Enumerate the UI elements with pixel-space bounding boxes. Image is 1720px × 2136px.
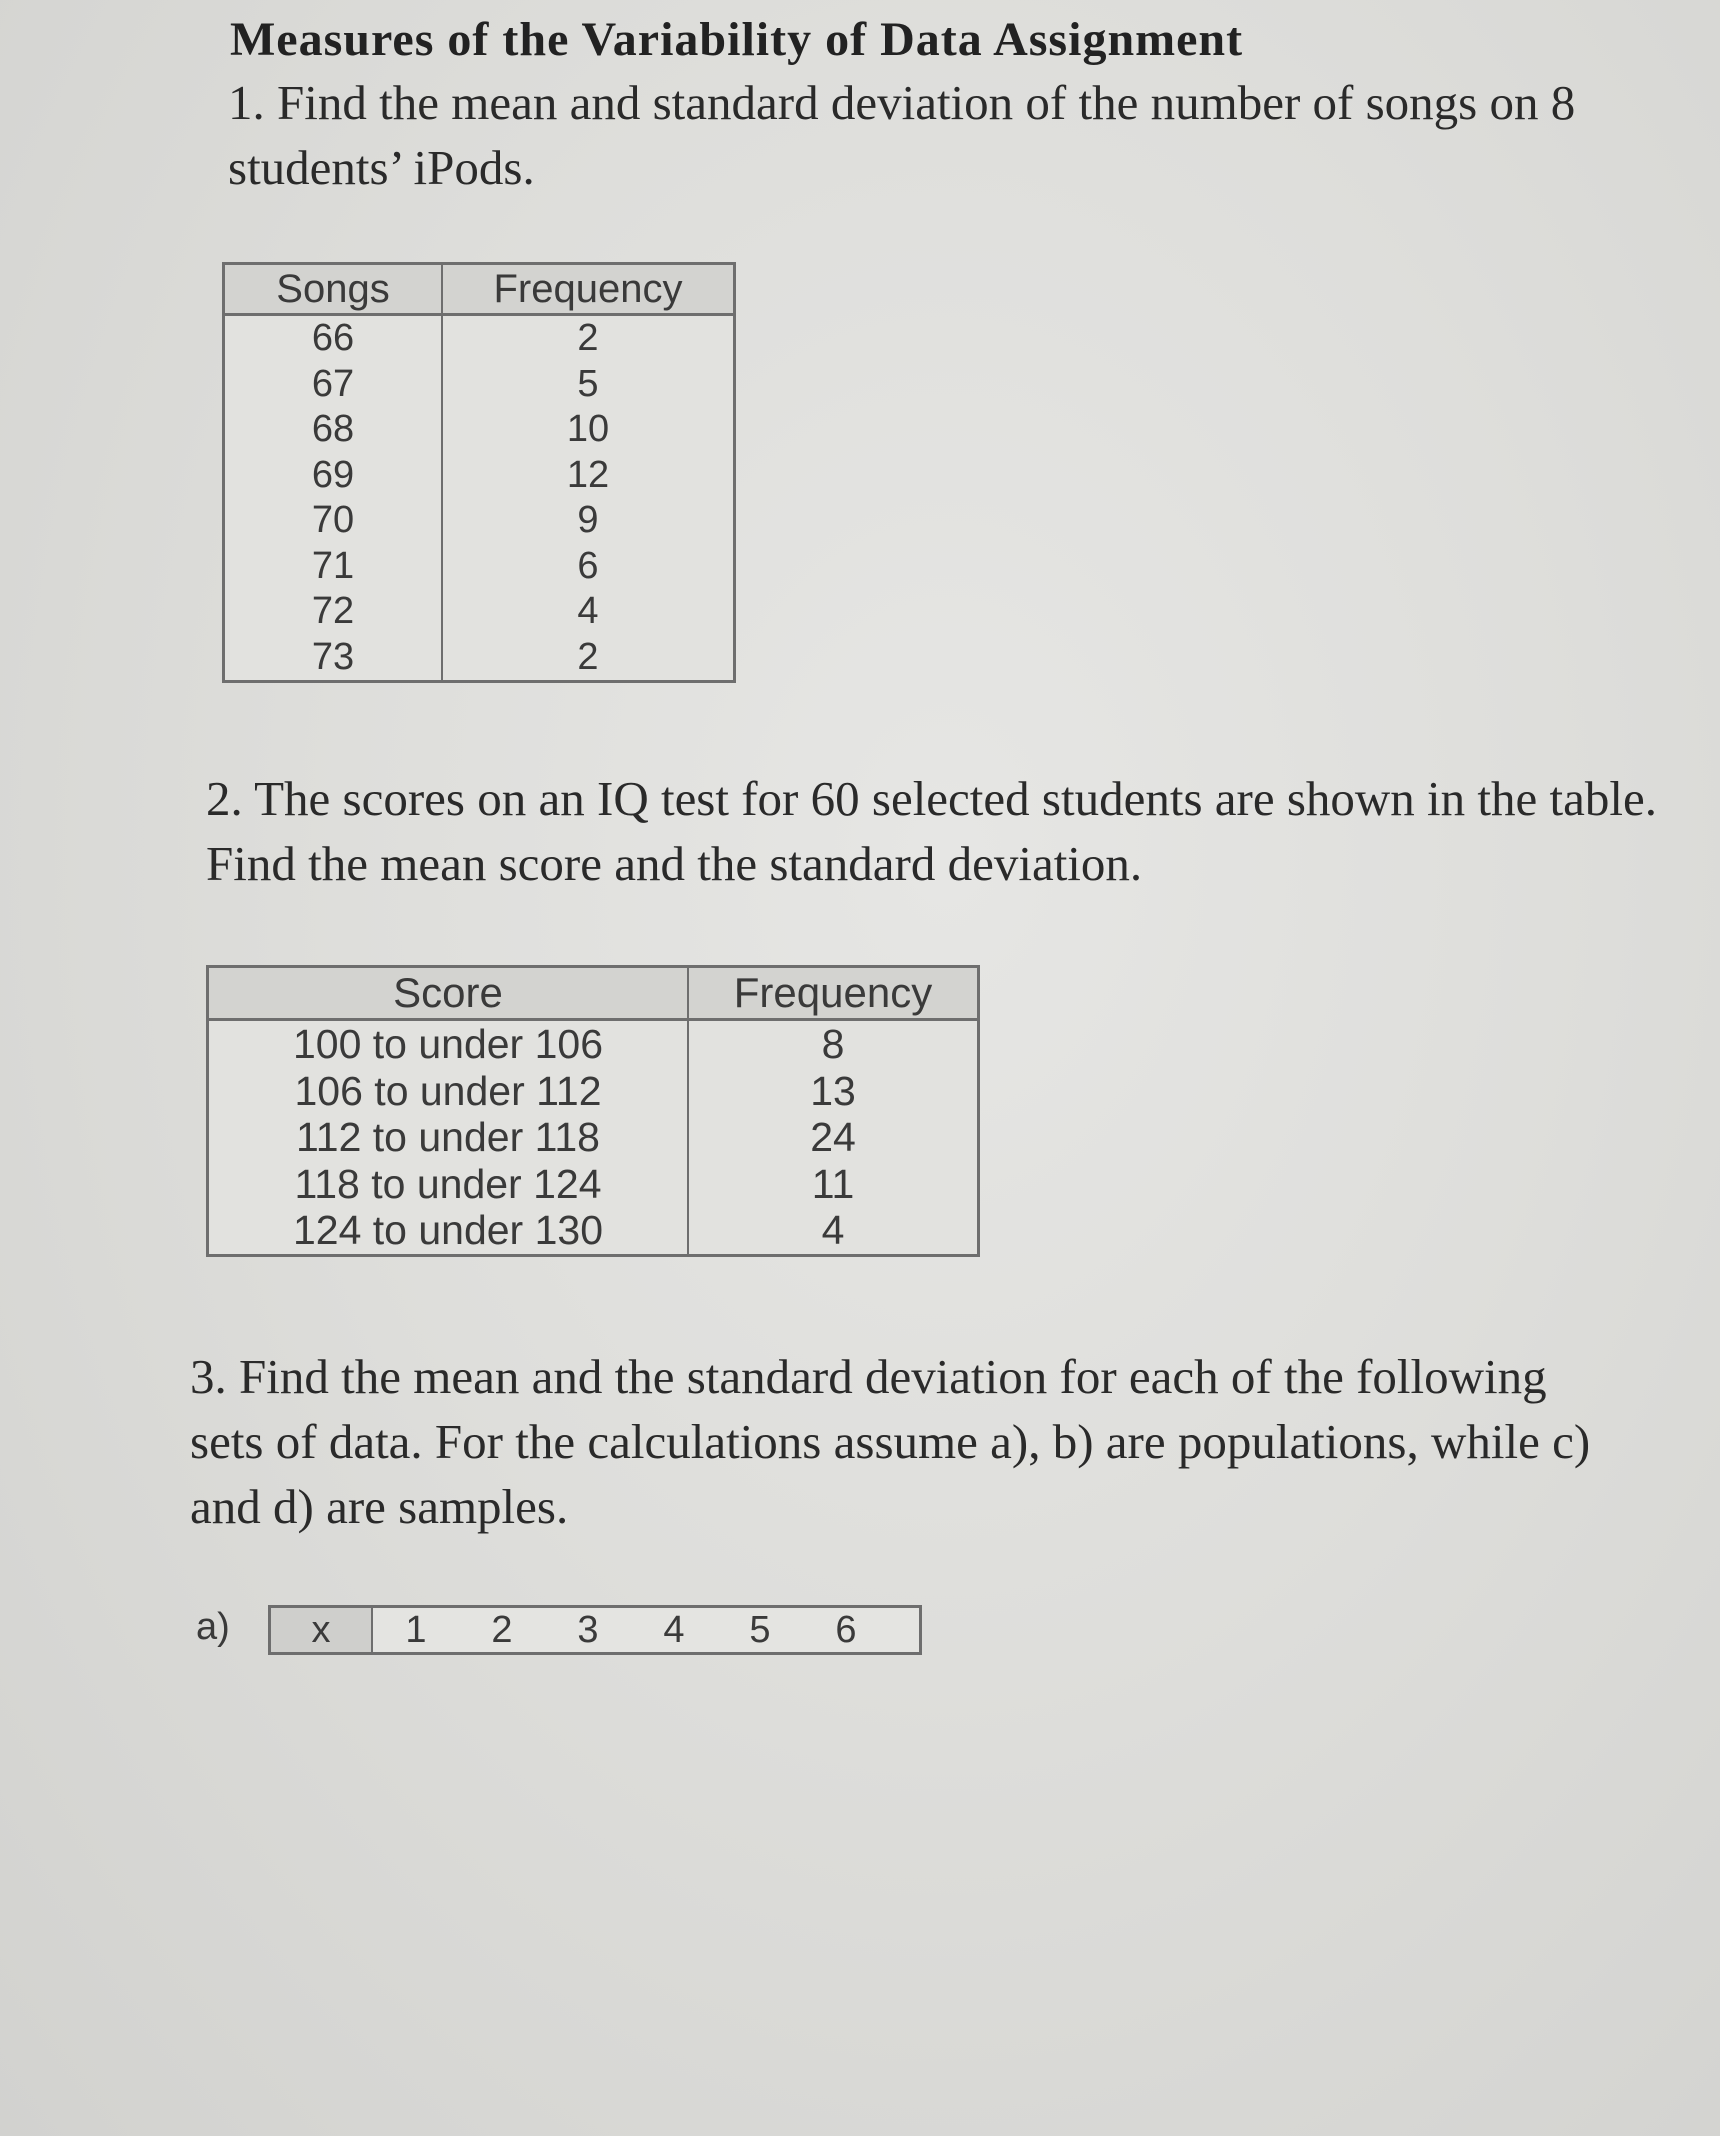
x-value-cell: 6 [835, 1608, 857, 1651]
document-title: Measures of the Variability of Data Assignment [230, 13, 1244, 66]
frequency-cell: 8 [821, 1021, 845, 1068]
frequency-column-header: Frequency [442, 264, 735, 315]
table-row [208, 1161, 979, 1208]
x-value-cell: 5 [749, 1608, 771, 1651]
table-row [224, 362, 735, 408]
songs-cell: 72 [224, 589, 443, 635]
songs-cell: 70 [224, 498, 443, 544]
frequency-cell: 11 [811, 1160, 855, 1207]
question-2-text: 2. The scores on an IQ test for 60 selected students are shown in the table. Find the mean score and the standard deviation. [206, 771, 1658, 891]
frequency-cell: 9 [577, 499, 599, 542]
frequency-cell: 12 [566, 453, 610, 496]
frequency-cell: 10 [566, 408, 610, 451]
songs-cell: 73 [224, 635, 443, 682]
part-a-data-table [268, 1605, 922, 1655]
table-row [224, 635, 735, 682]
table-row [224, 315, 735, 362]
songs-cell: 68 [224, 407, 443, 453]
part-a-label: a) [196, 1606, 230, 1648]
table-row [224, 407, 735, 453]
score-cell: 112 to under 118 [208, 1114, 689, 1161]
score-cell: 100 to under 106 [208, 1020, 689, 1068]
songs-cell: 67 [224, 362, 443, 408]
frequency-cell: 6 [577, 544, 599, 587]
score-cell: 118 to under 124 [208, 1161, 689, 1208]
frequency-column-header: Frequency [688, 967, 979, 1020]
score-column-header: Score [208, 967, 689, 1020]
songs-cell: 66 [224, 315, 443, 362]
table-row [208, 1114, 979, 1161]
songs-column-header: Songs [224, 264, 443, 315]
x-value-cell: 3 [577, 1608, 599, 1651]
score-cell: 124 to under 130 [208, 1207, 689, 1255]
table-header-row [224, 264, 735, 315]
x-header-cell: x [271, 1608, 373, 1652]
frequency-cell: 4 [821, 1207, 845, 1254]
frequency-cell: 4 [577, 590, 599, 633]
songs-cell: 69 [224, 453, 443, 499]
score-cell: 106 to under 112 [208, 1068, 689, 1115]
x-value-cell: 4 [663, 1608, 685, 1651]
x-value-cell: 1 [405, 1608, 427, 1651]
table-row [208, 1068, 979, 1115]
table-row [224, 453, 735, 499]
frequency-cell: 2 [577, 635, 599, 678]
table-row [208, 1020, 979, 1068]
table-header-row [208, 967, 979, 1020]
frequency-cell: 5 [577, 362, 599, 405]
songs-frequency-table [222, 262, 736, 683]
iq-score-frequency-table [206, 965, 980, 1257]
frequency-cell: 24 [810, 1114, 856, 1161]
table-row [224, 498, 735, 544]
table-row [224, 544, 735, 590]
frequency-cell: 13 [810, 1067, 856, 1114]
x-value-cell: 2 [491, 1608, 513, 1651]
question-3-text: 3. Find the mean and the standard deviation for each of the following sets of data. For the calculations assume a), b) are populations, while c) and d) are samples. [190, 1349, 1591, 1534]
table-row [224, 589, 735, 635]
table-row [208, 1207, 979, 1255]
question-1-text: 1. Find the mean and standard deviation of the number of songs on 8 students’ iPods. [228, 75, 1576, 195]
songs-cell: 71 [224, 544, 443, 590]
frequency-cell: 2 [577, 317, 599, 360]
